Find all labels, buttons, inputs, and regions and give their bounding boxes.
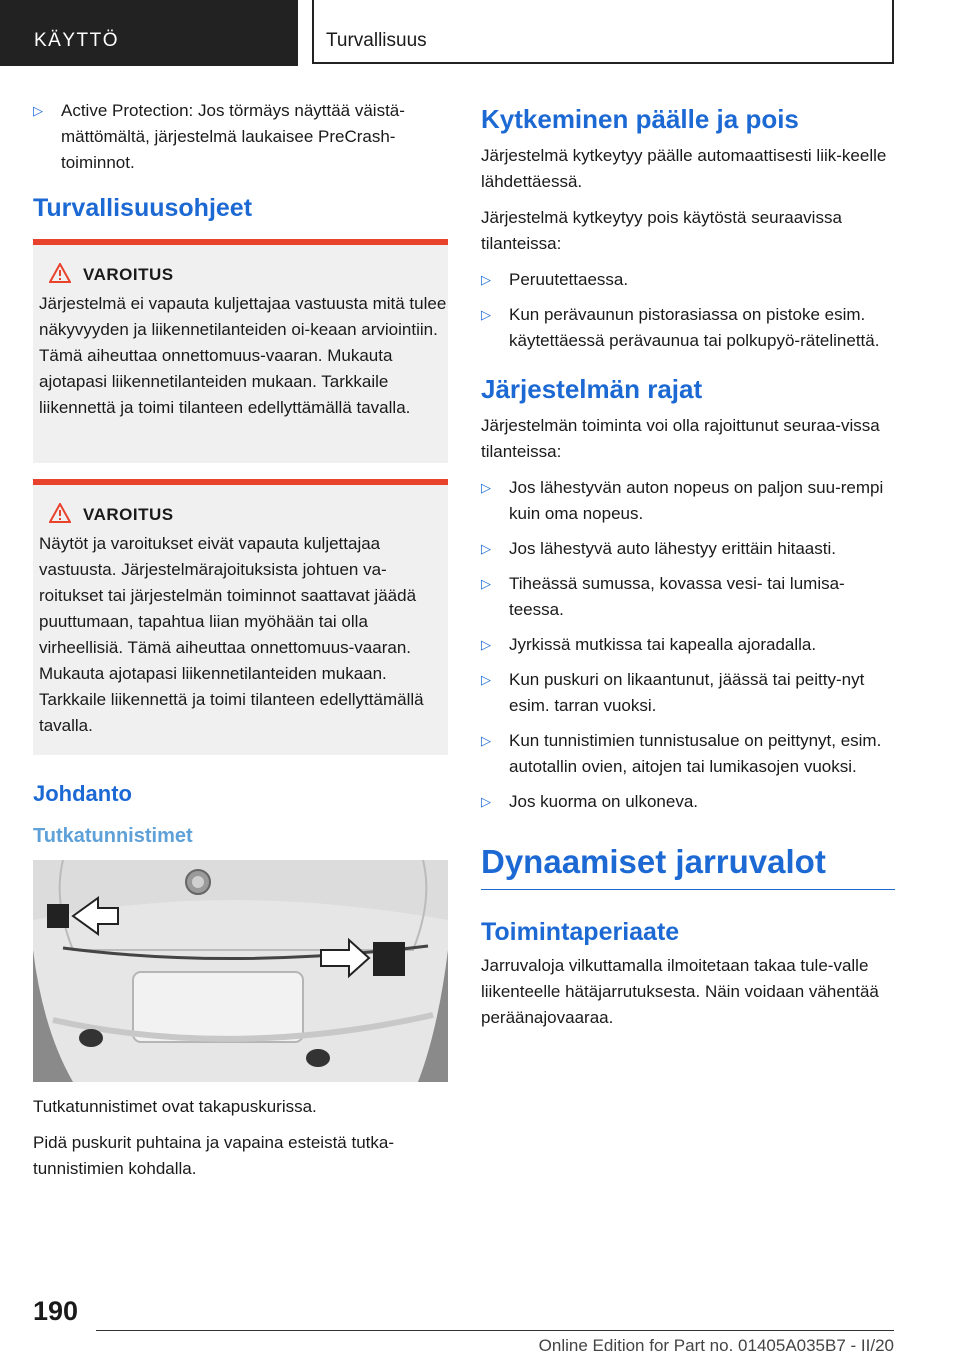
bullet-triangle-icon: ▷ (481, 272, 491, 287)
list-item: ▷ Jyrkissä mutkissa tai kapealla ajoradalla. (481, 632, 895, 658)
bullet-triangle-icon: ▷ (481, 541, 491, 556)
car-rear-illustration (33, 860, 448, 1082)
warning-triangle-icon (49, 263, 71, 283)
page-number: 190 (33, 1296, 79, 1326)
list-item: ▷ Active Protection: Jos törmäys näyttää väistä-mättömältä, järjestelmä laukaisee PreCrash-toiminnot. (33, 98, 448, 176)
list-item: ▷ Peruutettaessa. (481, 267, 895, 293)
list-item: ▷ Jos lähestyvän auton nopeus on paljon suu-rempi kuin oma nopeus. (481, 475, 895, 527)
bullet-triangle-icon: ▷ (481, 576, 491, 591)
list-item: ▷ Kun puskuri on likaantunut, jäässä tai peitty-nyt esim. tarran vuoksi. (481, 667, 895, 719)
bullet-triangle-icon: ▷ (481, 480, 491, 495)
subheading-principle: Toimintaperiaate (481, 918, 680, 946)
warning-text: Järjestelmä ei vapauta kuljettajaa vastuusta mitä tulee näkyvyyden ja liikennetilanteiden oi-keaan arviointiin. Tämä aiheuttaa onnettomuus-vaaran. Mukauta ajotapasi liikennetilanteiden mukaan. Tarkkaile liikennettä ja toimi tilanteen edellyttämällä tavalla. (39, 294, 447, 417)
bullet-triangle-icon: ▷ (481, 307, 491, 322)
list-item: ▷ Jos lähestyvä auto lähestyy erittäin hitaasti. (481, 536, 895, 562)
bullet-triangle-icon: ▷ (481, 672, 491, 687)
list-item: ▷ Tiheässä sumussa, kovassa vesi- tai lumisa-teessa. (481, 571, 895, 623)
warning-box (33, 479, 448, 755)
heading-safety: Turvallisuusohjeet (33, 194, 253, 222)
bullet-triangle-icon: ▷ (481, 637, 491, 652)
sensors-text: Tutkatunnistimet ovat takapuskurissa. (33, 1097, 317, 1116)
subheading-sensors: Tutkatunnistimet (33, 825, 193, 847)
left-column (33, 98, 448, 1192)
warning-box (33, 239, 448, 463)
switch-text: Järjestelmä kytkeytyy päälle automaattisesti liik-keelle lähdettäessä. (481, 146, 887, 191)
section-label: KÄYTTÖ (34, 30, 120, 51)
section-tab (0, 0, 298, 66)
limits-text: Järjestelmän toiminta voi olla rajoittunut seuraa-vissa tilanteissa: (481, 416, 880, 461)
switch-text: Järjestelmä kytkeytyy pois käytöstä seuraavissa tilanteissa: (481, 208, 842, 253)
footer-divider (96, 1330, 894, 1331)
heading-limits: Järjestelmän rajat (481, 374, 703, 404)
bullet-triangle-icon: ▷ (481, 794, 491, 809)
list-item: ▷ Jos kuorma on ulkoneva. (481, 789, 895, 815)
bullet-triangle-icon: ▷ (33, 103, 43, 118)
rear-bumper-sensor-illustration (33, 860, 448, 1082)
sensors-text: Pidä puskurit puhtaina ja vapaina esteistä tutka-tunnistimien kohdalla. (33, 1133, 395, 1178)
chapter-tab (312, 0, 894, 64)
warning-triangle-icon (49, 503, 71, 523)
warning-title: VAROITUS (39, 265, 448, 285)
warning-text: Näytöt ja varoitukset eivät vapauta kuljettajaa vastuusta. Järjestelmärajoituksista johtuen va-roitukset tai järjestelmän toiminnot saattavat jäädä puuttumaan, tapahtua liian myöhään tai olla virheellisiä. Tämä aiheuttaa onnettomuus-vaaran. Mukauta ajotapasi liikennetilanteiden mukaan. Tarkkaile liikennettä ja toimi tilanteen edellyttämällä tavalla. (39, 534, 424, 735)
bullet-triangle-icon: ▷ (481, 733, 491, 748)
heading-brake: Dynaamiset jarruvalot (481, 843, 895, 890)
list-item: ▷ Kun perävaunun pistorasiassa on pistoke esim. käytettäessä perävaunua tai polkupyö-rätelinettä. (481, 302, 895, 354)
heading-intro: Johdanto (33, 781, 132, 806)
warning-title: VAROITUS (39, 505, 448, 525)
principle-text: Jarruvaloja vilkuttamalla ilmoitetaan takaa tule-valle liikenteelle hätäjarrutuksesta. Näin voidaan vähentää peräänajovaaraa. (481, 956, 879, 1027)
right-column (481, 98, 895, 1041)
chapter-label: Turvallisuus (326, 30, 427, 51)
heading-switch: Kytkeminen päälle ja pois (481, 104, 799, 134)
list-item: ▷ Kun tunnistimien tunnistusalue on peittynyt, esim. autotallin ovien, aitojen tai lumikasojen vuoksi. (481, 728, 895, 780)
edition-note: Online Edition for Part no. 01405A035B7 - II/20 (538, 1336, 894, 1355)
